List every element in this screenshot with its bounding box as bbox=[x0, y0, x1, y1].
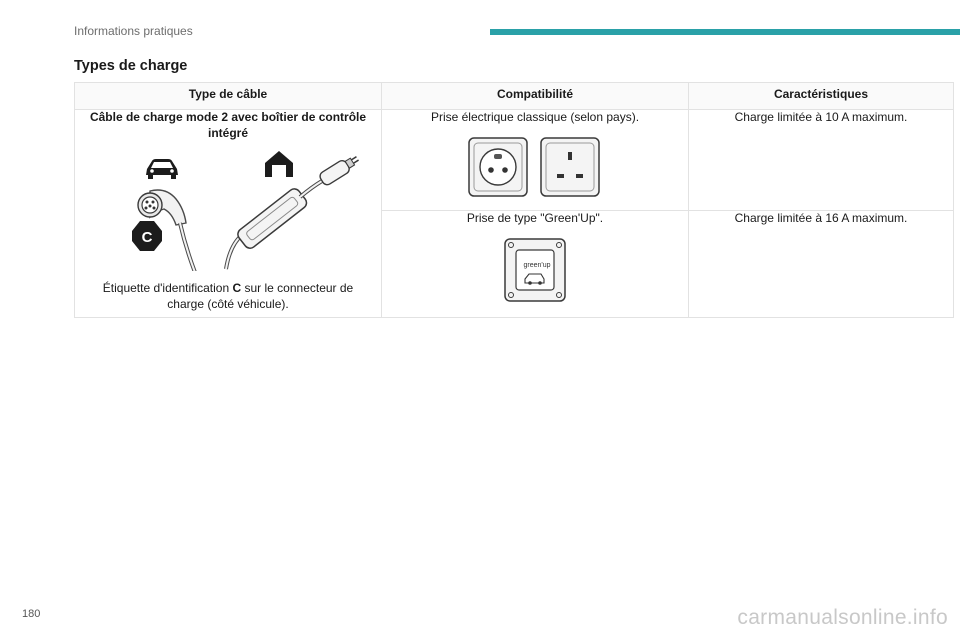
compatibility-text-1: Prise électrique classique (selon pays). bbox=[430, 110, 640, 124]
french-socket-icon bbox=[469, 138, 527, 196]
compatibility-cell-1 bbox=[382, 110, 689, 211]
identification-badge bbox=[132, 221, 162, 251]
domestic-sockets-illustration bbox=[465, 136, 605, 198]
cable-title: Câble de charge mode 2 avec boîtier de contrôle intégré bbox=[89, 110, 367, 140]
compatibility-cell-2 bbox=[382, 211, 689, 318]
characteristics-cell-1 bbox=[689, 110, 954, 211]
car-icon bbox=[146, 159, 178, 179]
watermark: carmanualsonline.info bbox=[737, 606, 948, 629]
column-header-cable-type: Type de câble bbox=[75, 83, 382, 110]
home-icon bbox=[265, 151, 293, 177]
page-number: 180 bbox=[22, 608, 41, 620]
characteristics-text-2: Charge limitée à 16 A maximum. bbox=[734, 211, 908, 225]
compatibility-text-2: Prise de type "Green'Up". bbox=[466, 211, 604, 225]
charging-cable-illustration bbox=[92, 145, 364, 271]
identification-caption: Étiquette d'identification C sur le connecteur de charge (côté véhicule). bbox=[102, 281, 354, 311]
page-title: Types de charge bbox=[74, 58, 188, 74]
svg-text:C: C bbox=[141, 229, 153, 246]
charge-types-table bbox=[74, 82, 954, 318]
characteristics-text-1: Charge limitée à 10 A maximum. bbox=[734, 110, 908, 124]
column-header-characteristics: Caractéristiques bbox=[689, 83, 954, 110]
control-box-cable bbox=[226, 152, 361, 269]
section-header: Informations pratiques bbox=[74, 24, 193, 38]
uk-socket-icon bbox=[541, 138, 599, 196]
characteristics-cell-2 bbox=[689, 211, 954, 318]
header-accent-bar bbox=[490, 29, 960, 35]
column-header-compatibility: Compatibilité bbox=[382, 83, 689, 110]
greenup-socket-icon bbox=[503, 237, 567, 303]
cable-type-cell bbox=[75, 110, 382, 318]
svg-text:green'up: green'up bbox=[523, 261, 551, 269]
